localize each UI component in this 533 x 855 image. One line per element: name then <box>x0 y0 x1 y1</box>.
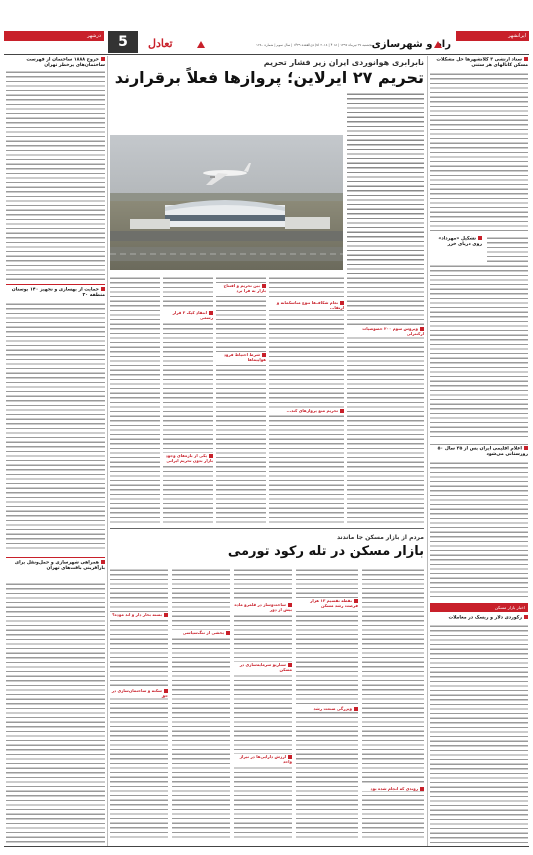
second-body-col4 <box>296 568 358 840</box>
right-story2 <box>430 236 482 248</box>
main-subhead-4: بین تحریم و افتتاح بازار به فرا برد <box>216 283 266 293</box>
second-subhead-3: ساخت‌وساز در قلمرو ماده بیش از دور <box>234 602 292 612</box>
hangar-right <box>285 217 330 229</box>
hangar-left <box>130 219 170 229</box>
left-story3-title: همراهی شهرسازی و حمل‌ونقل برای بازآفرینی بافت‌های تهران <box>14 560 105 572</box>
paper-logo: تعادل <box>148 37 173 50</box>
bullet-icon <box>164 613 168 617</box>
left-story1 <box>6 57 105 69</box>
second-subhead-4: بخشی از تنگ‌سیاسی <box>172 630 230 635</box>
main-body-col5 <box>347 276 424 524</box>
second-subhead-8: ارزش دارایی‌ها در تیراژ واحد <box>234 754 292 764</box>
airport-photo-svg <box>110 135 343 270</box>
left-story2-title: حمایت از بهسازی و تجهیز ۱۴۰ بوستان منطقه ۲۰ <box>11 287 105 299</box>
main-bottom-rule <box>110 528 424 529</box>
left-divider-1 <box>6 284 105 285</box>
main-body-col4 <box>269 276 344 524</box>
terminal-glass <box>165 215 285 221</box>
distant-hills <box>110 193 343 201</box>
left-divider-2 <box>6 557 105 558</box>
main-subhead-2: نعام شکاف‌ها تنوع مناسکمانه و ارتقا... <box>269 300 344 310</box>
right-story1-body <box>430 72 528 232</box>
bullet-icon <box>478 236 482 240</box>
left-story3 <box>6 560 105 572</box>
main-subhead-6: شرط احتیاط فرود هواپیماها <box>216 352 266 362</box>
right-divider-1 <box>430 444 528 445</box>
page-number-box: 5 <box>108 31 138 53</box>
masthead-rule <box>4 54 529 55</box>
right-story4-title: رکوردی دلار و ریسک در معاملات <box>430 615 528 621</box>
main-body-col3 <box>216 276 266 524</box>
airport-photo <box>110 135 343 270</box>
triangle-marker-icon <box>197 41 205 48</box>
left-story2-body <box>6 302 105 550</box>
right-story4-body <box>430 624 528 844</box>
right-story4-tag: اخبار بازار مسکن <box>430 603 528 612</box>
bullet-icon <box>101 560 105 564</box>
right-story2-title: تشکیل «مهرداد» روی دریای خزر <box>438 236 482 248</box>
left-story2 <box>6 287 105 299</box>
bullet-icon <box>524 615 528 619</box>
second-body-col1 <box>110 568 168 840</box>
second-subhead-7: سکته و ساختمان‌سازی در حق <box>111 688 168 698</box>
right-section-tag: ایرانشهر <box>456 31 529 41</box>
second-body-col2 <box>172 568 230 840</box>
second-headline: بازار مسکن در تله رکود تورمی <box>227 544 424 559</box>
bullet-icon <box>101 287 105 291</box>
second-subhead-2: بسته بخار دار و اند موده؟ <box>110 612 168 617</box>
main-kicker: نابرابری هوانوردی ایران زیر فشار تحریم <box>263 58 424 67</box>
issue-line: پنجشنبه ۲۷ تیرماه ۱۳۹۷ | ۱۸ Jul ۲۰۱۸ | ۴ ذی‌القعده ۱۴۳۹ | سال سوم | شماره ۱۲۸۰ <box>256 43 373 47</box>
bullet-icon <box>226 631 230 635</box>
left-story3-body <box>6 582 105 844</box>
airplane-engine <box>210 176 215 178</box>
bullet-icon <box>524 57 528 61</box>
left-column-divider <box>107 56 108 846</box>
page-bottom-rule <box>4 846 529 847</box>
left-section-tag: درشهر <box>4 31 104 41</box>
main-headline: تحریم ۲۷ ایرلاین؛ پروازها فعلاً برقرارند <box>114 68 424 87</box>
right-story2-body-a <box>487 236 528 262</box>
right-story3 <box>430 446 528 458</box>
bullet-icon <box>524 446 528 450</box>
main-subhead-1: ویروس سوم ۲۰۰ خصوصیات ارکنترلی <box>347 326 424 336</box>
main-subhead-5: انتقادِ کیک ۳ قرار رسمی <box>163 310 213 320</box>
bullet-icon <box>101 57 105 61</box>
taxiway <box>110 231 343 241</box>
right-story3-title: اعلام اقلیمی ایران پس از ۳۵ سال ۵۰ روزستانی می‌شود <box>437 446 528 458</box>
bullet-icon <box>354 707 358 711</box>
main-lead-body <box>347 92 424 274</box>
second-kicker: مردم از بازار مسکن جا ماندند <box>336 534 424 541</box>
right-story3-body <box>430 461 528 597</box>
left-story1-body <box>6 70 105 280</box>
second-subhead-1: نقطه تقسیم ۱۳ هزار فرصت رشد مسکن <box>296 598 358 608</box>
sky <box>110 135 343 195</box>
triangle-marker-icon <box>434 41 442 48</box>
right-story1-title: ستاد ارتشی ۳ کلانشهرها حل مشکلات مسکن کانالهای هر ستنی <box>436 57 528 69</box>
main-subhead-7: یکی از بازه‌های وجود بازار بدون تحریم ایرانی <box>163 453 213 463</box>
second-subhead-6: ویزرگی صنعت رشد <box>296 706 358 711</box>
second-subhead-9: روندی که انجام شده بود <box>362 786 424 791</box>
second-body-col5 <box>362 568 424 840</box>
right-story2-body-b <box>430 264 528 440</box>
second-subhead-5: سناریو سرمایه‌سازی در مسکن <box>234 662 292 672</box>
right-story1 <box>430 57 528 69</box>
main-body-col1 <box>110 276 160 524</box>
right-column-divider <box>427 56 428 846</box>
bullet-icon <box>420 787 424 791</box>
main-subhead-3: تحریم منع پروازهای کند... <box>269 408 344 413</box>
section-title: راه و شهرسازی <box>371 39 451 50</box>
right-story4 <box>430 615 528 621</box>
bullet-icon <box>340 409 344 413</box>
left-story1-title: خروج ۱۸۸۸ ساختمان از فهرست ساختمان‌های پرخطر تهران <box>26 57 105 69</box>
